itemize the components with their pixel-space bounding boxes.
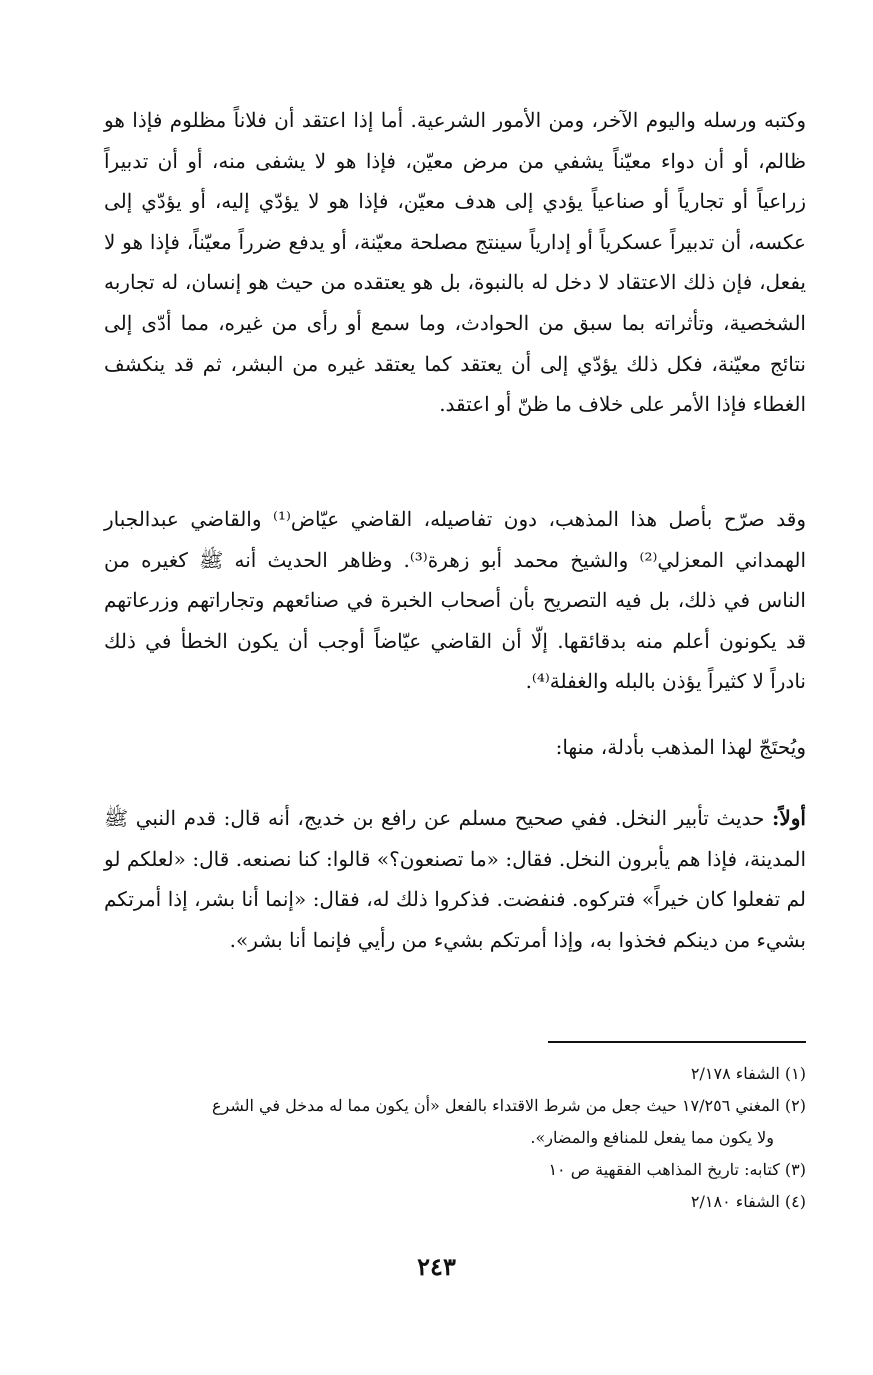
- paragraph-lead-word: أولاً:: [771, 806, 806, 830]
- footnote-4: (٤) الشفاء ٢/١٨٠: [690, 1192, 806, 1211]
- footnote-1: (١) الشفاء ٢/١٧٨: [690, 1064, 806, 1083]
- footnotes-list: [104, 1058, 806, 1218]
- footnote-separator: [548, 1041, 806, 1043]
- body-paragraph-4: [104, 798, 806, 960]
- footnote-2: (٢) المغني ١٧/٢٥٦ حيث جعل من شرط الاقتداء بالفعل «أن يكون مما له مدخل في الشرع: [211, 1096, 806, 1115]
- body-paragraph-1: وكتبه ورسله واليوم الآخر، ومن الأمور الشرعية. أما إذا اعتقد أن فلاناً مظلوم فإذا هو ظالم، أو أن دواء معيّناً يشفي من مرض معيّن، فإذا هو لا يشفى منه، أو أن تدبيراً زراعياً أو تجارياً أو صناعياً يؤدي إلى هدف معيّن، فإذا هو لا يؤدّي إليه، أو يؤدّي إلى عكسه، أن تدبيراً عسكرياً أو إدارياً سينتج مصلحة معيّنة، أو يدفع ضرراً معيّناً، فإذا هو لا يفعل، فإن ذلك الاعتقاد لا دخل له بالنبوة، بل هو يعتقده من حيث هو إنسان، له تجاربه الشخصية، وتأثراته بما سبق من الحوادث، وما سمع أو رأى من غيره، مما أدّى إلى نتائج معيّنة، فكل ذلك يؤدّي إلى أن يعتقد كما يعتقد غيره من البشر، ثم قد ينكشف الغطاء فإذا الأمر على خلاف ما ظنّ أو اعتقد.: [104, 108, 806, 417]
- body-paragraph-3: ويُحتَجّ لهذا المذهب بأدلة، منها:: [555, 735, 806, 759]
- footnote-2-continuation: ولا يكون مما يفعل للمنافع والمضار».: [530, 1128, 774, 1147]
- page-number: ٢٤٣: [417, 1252, 456, 1281]
- body-paragraph-2: وقد صرّح بأصل هذا المذهب، دون تفاصيله، القاضي عيّاض⁽¹⁾ والقاضي عبدالجبار الهمداني المعزلي⁽²⁾ والشيخ محمد أبو زهرة⁽³⁾. وظاهر الحديث أنه ﷺ كغيره من الناس في ذلك، بل فيه التصريح بأن أصحاب الخبرة في صنائعهم وتجاراتهم وزرعاتهم قد يكونون أعلم منه بدقائقها. إلّا أن القاضي عيّاضاً أوجب أن يكون الخطأ في ذلك نادراً لا كثيراً يؤذن بالبله والغفلة⁽⁴⁾.: [104, 507, 806, 694]
- paragraph-body-text: حديث تأبير النخل. ففي صحيح مسلم عن رافع بن خديج، أنه قال: قدم النبي ﷺ المدينة، فإذا هم يأبرون النخل. فقال: «ما تصنعون؟» قالوا: كنا نصنعه. قال: «لعلكم لو لم تفعلوا كان خيراً» فتركوه. فنفضت. فذكروا ذلك له، فقال: «إنما أنا بشر، إذا أمرتكم بشيء من دينكم فخذوا به، وإذا أمرتكم بشيء من رأيي فإنما أنا بشر».: [104, 806, 806, 952]
- footnote-3: (٣) كتابه: تاريخ المذاهب الفقهية ص ١٠: [548, 1160, 806, 1179]
